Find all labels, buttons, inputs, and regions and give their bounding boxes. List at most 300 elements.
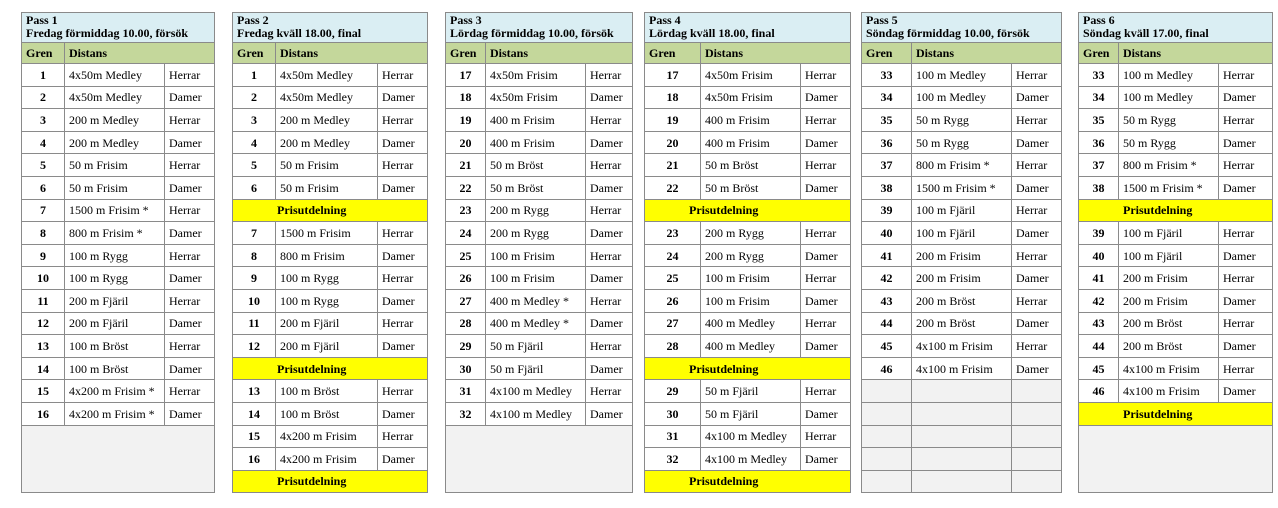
gren-number: 7 [233,222,276,245]
klass-cell: Herrar [801,154,851,177]
klass-cell: Damer [586,131,633,154]
event-row [233,402,428,425]
gren-number: 36 [1079,131,1119,154]
distans-cell: 200 m Rygg [701,244,801,267]
gren-number: 33 [1079,64,1119,87]
distans-cell: 100 m Frisim [701,267,801,290]
gren-header: Gren [22,43,65,64]
distans-cell: 400 m Frisim [486,131,586,154]
gren-number: 14 [22,357,65,380]
gren-number: 1 [233,64,276,87]
empty-row [862,402,1062,425]
distans-cell: 100 m Bröst [65,357,165,380]
distans-cell: 50 m Rygg [912,131,1012,154]
gren-number: 21 [446,154,486,177]
event-row [645,380,851,403]
gren-number: 36 [862,131,912,154]
distans-cell: 200 m Fjäril [276,335,378,358]
gren-number: 26 [645,289,701,312]
event-row [446,267,633,290]
gren-number: 46 [862,357,912,380]
gren-number: 34 [862,86,912,109]
pass-table [232,12,428,493]
gren-number: 28 [446,312,486,335]
pass-title: Pass 5 [866,13,898,27]
event-row [862,267,1062,290]
gren-number: 9 [22,244,65,267]
distans-cell: 50 m Rygg [1119,109,1219,132]
gren-number: 2 [22,86,65,109]
event-row [446,222,633,245]
distans-cell: 100 m Medley [912,64,1012,87]
blank-cell [22,425,215,492]
gren-number: 15 [233,425,276,448]
gren-number: 32 [645,448,701,471]
pass-subtitle: Lördag förmiddag 10.00, försök [450,26,614,40]
event-row [1079,154,1273,177]
gren-number: 44 [1079,335,1119,358]
klass-cell: Damer [1012,312,1062,335]
empty-cell [862,448,912,471]
gren-number: 39 [1079,222,1119,245]
klass-cell: Herrar [165,289,215,312]
distans-cell: 50 m Bröst [486,176,586,199]
distans-cell: 800 m Frisim * [65,222,165,245]
event-row [22,244,215,267]
gren-number: 41 [1079,267,1119,290]
event-row [862,176,1062,199]
column-header [233,43,428,64]
pass-title-cell [233,13,428,43]
klass-cell: Damer [165,86,215,109]
klass-cell: Damer [1219,131,1273,154]
gren-number: 8 [22,222,65,245]
event-row [645,402,851,425]
distans-cell: 100 m Frisim [701,289,801,312]
klass-cell: Damer [1219,244,1273,267]
klass-cell: Damer [586,86,633,109]
event-row [1079,176,1273,199]
gren-number: 27 [446,289,486,312]
distans-cell: 4x100 m Frisim [912,335,1012,358]
distans-cell: 4x200 m Frisim * [65,402,165,425]
gren-number: 7 [22,199,65,222]
klass-cell: Damer [586,176,633,199]
distans-cell: 200 m Bröst [912,289,1012,312]
event-row [22,380,215,403]
klass-cell: Herrar [378,425,428,448]
event-row [22,289,215,312]
klass-cell: Damer [1219,176,1273,199]
event-row [645,312,851,335]
distans-cell: 4x50m Frisim [486,86,586,109]
empty-cell [912,380,1012,403]
klass-cell: Damer [801,86,851,109]
event-row [22,222,215,245]
event-row [645,335,851,358]
distans-cell: 50 m Rygg [912,109,1012,132]
pass-title-cell [645,13,851,43]
pass-title: Pass 6 [1083,13,1115,27]
pass-table [1078,12,1273,493]
klass-cell: Damer [1012,267,1062,290]
event-row [22,86,215,109]
prisutdelning-label: Prisutdelning [233,470,428,493]
gren-number: 46 [1079,380,1119,403]
gren-number: 21 [645,154,701,177]
column-header [22,43,215,64]
distans-cell: 4x100 m Medley [701,425,801,448]
distans-cell: 4x50m Medley [65,64,165,87]
distans-cell: 50 m Frisim [276,176,378,199]
klass-cell: Herrar [378,109,428,132]
gren-number: 23 [645,222,701,245]
event-row [446,109,633,132]
gren-header: Gren [862,43,912,64]
klass-cell: Herrar [1219,312,1273,335]
prisutdelning-label: Prisutdelning [233,199,428,222]
gren-number: 5 [22,154,65,177]
gren-number: 40 [862,222,912,245]
gren-number: 9 [233,267,276,290]
event-row [1079,267,1273,290]
klass-cell: Damer [165,131,215,154]
pass-title-cell [446,13,633,43]
gren-number: 45 [1079,357,1119,380]
distans-cell: 200 m Frisim [912,267,1012,290]
klass-cell: Herrar [801,380,851,403]
distans-cell: 4x100 m Frisim [1119,357,1219,380]
distans-cell: 100 m Fjäril [912,222,1012,245]
event-row [22,176,215,199]
event-row [446,199,633,222]
klass-cell: Herrar [586,109,633,132]
klass-cell: Herrar [586,199,633,222]
pass-title: Pass 4 [649,13,681,27]
klass-cell: Herrar [1219,109,1273,132]
klass-cell: Damer [1012,86,1062,109]
klass-cell: Damer [378,244,428,267]
distans-cell: 200 m Bröst [1119,335,1219,358]
distans-cell: 1500 m Frisim * [65,199,165,222]
event-row [233,244,428,267]
gren-number: 2 [233,86,276,109]
klass-cell: Herrar [378,312,428,335]
event-row [862,335,1062,358]
klass-cell: Herrar [1012,244,1062,267]
klass-cell: Damer [1219,335,1273,358]
gren-number: 28 [645,335,701,358]
event-row [233,448,428,471]
klass-cell: Herrar [1012,64,1062,87]
klass-cell: Herrar [586,380,633,403]
klass-cell: Herrar [1219,222,1273,245]
distans-header: Distans [1119,43,1273,64]
pass-title: Pass 2 [237,13,269,27]
gren-number: 32 [446,402,486,425]
pass-subtitle: Söndag kväll 17.00, final [1083,26,1209,40]
distans-cell: 100 m Frisim [486,267,586,290]
pass-table [644,12,851,493]
gren-number: 1 [22,64,65,87]
event-row [446,154,633,177]
distans-cell: 4x100 m Medley [486,380,586,403]
pass-title-cell [22,13,215,43]
empty-row [862,470,1062,493]
klass-cell: Damer [165,176,215,199]
gren-number: 12 [22,312,65,335]
distans-cell: 4x100 m Medley [701,448,801,471]
distans-cell: 4x50m Medley [276,64,378,87]
gren-number: 29 [446,335,486,358]
distans-cell: 100 m Bröst [65,335,165,358]
gren-number: 17 [446,64,486,87]
gren-number: 16 [22,402,65,425]
distans-cell: 1500 m Frisim * [912,176,1012,199]
gren-number: 4 [22,131,65,154]
event-row [645,448,851,471]
pass-subtitle: Fredag förmiddag 10.00, försök [26,26,189,40]
prisutdelning-row [645,357,851,380]
gren-number: 31 [446,380,486,403]
klass-cell: Damer [165,357,215,380]
klass-cell: Herrar [801,64,851,87]
event-row [645,154,851,177]
event-row [645,222,851,245]
event-row [233,289,428,312]
distans-cell: 100 m Fjäril [1119,244,1219,267]
distans-cell: 200 m Medley [276,131,378,154]
blank-row [22,425,215,492]
klass-cell: Herrar [801,312,851,335]
distans-cell: 400 m Frisim [701,131,801,154]
event-row [446,380,633,403]
empty-cell [912,402,1012,425]
distans-cell: 1500 m Frisim * [1119,176,1219,199]
distans-cell: 100 m Medley [912,86,1012,109]
klass-cell: Herrar [801,109,851,132]
prisutdelning-label: Prisutdelning [645,470,851,493]
gren-number: 45 [862,335,912,358]
distans-cell: 200 m Fjäril [276,312,378,335]
distans-cell: 100 m Medley [1119,86,1219,109]
distans-cell: 50 m Bröst [701,154,801,177]
empty-cell [862,425,912,448]
klass-cell: Damer [801,176,851,199]
event-row [22,64,215,87]
klass-cell: Herrar [586,289,633,312]
prisutdelning-label: Prisutdelning [645,357,851,380]
klass-cell: Damer [165,267,215,290]
distans-header: Distans [912,43,1062,64]
distans-cell: 100 m Fjäril [1119,222,1219,245]
event-row [1079,64,1273,87]
gren-number: 22 [645,176,701,199]
event-row [645,244,851,267]
klass-cell: Herrar [1219,154,1273,177]
blank-cell [1079,425,1273,492]
gren-number: 38 [862,176,912,199]
klass-cell: Herrar [1219,64,1273,87]
distans-cell: 200 m Fjäril [65,289,165,312]
distans-cell: 400 m Medley [701,335,801,358]
event-row [645,86,851,109]
klass-cell: Damer [586,357,633,380]
distans-cell: 200 m Medley [65,109,165,132]
klass-cell: Damer [1219,289,1273,312]
gren-number: 24 [446,222,486,245]
empty-cell [862,470,912,493]
event-row [862,131,1062,154]
event-row [446,402,633,425]
distans-cell: 400 m Medley * [486,289,586,312]
klass-cell: Herrar [586,244,633,267]
klass-cell: Herrar [165,109,215,132]
event-row [1079,312,1273,335]
gren-number: 38 [1079,176,1119,199]
gren-number: 42 [862,267,912,290]
column-header [862,43,1062,64]
blank-row [446,425,633,492]
gren-number: 13 [22,335,65,358]
distans-cell: 4x200 m Frisim [276,425,378,448]
distans-cell: 100 m Frisim [486,244,586,267]
gren-number: 13 [233,380,276,403]
klass-cell: Damer [586,267,633,290]
event-row [22,335,215,358]
distans-cell: 4x50m Frisim [701,86,801,109]
gren-number: 6 [22,176,65,199]
gren-number: 44 [862,312,912,335]
gren-header: Gren [446,43,486,64]
pass-title: Pass 1 [26,13,58,27]
klass-cell: Damer [378,86,428,109]
event-row [862,222,1062,245]
distans-header: Distans [65,43,215,64]
klass-cell: Herrar [801,267,851,290]
klass-cell: Damer [1012,131,1062,154]
distans-cell: 400 m Medley [701,312,801,335]
distans-cell: 4x200 m Frisim [276,448,378,471]
empty-cell [912,425,1012,448]
klass-cell: Damer [1012,222,1062,245]
column-header [446,43,633,64]
klass-cell: Damer [1012,176,1062,199]
klass-cell: Damer [586,312,633,335]
event-row [446,176,633,199]
pass-header [862,13,1062,43]
empty-cell [1012,470,1062,493]
gren-number: 37 [1079,154,1119,177]
klass-cell: Herrar [378,267,428,290]
empty-cell [862,402,912,425]
event-row [862,312,1062,335]
distans-header: Distans [276,43,428,64]
distans-cell: 200 m Rygg [701,222,801,245]
klass-cell: Damer [1219,380,1273,403]
gren-number: 18 [645,86,701,109]
klass-cell: Herrar [378,154,428,177]
distans-cell: 200 m Frisim [912,244,1012,267]
gren-number: 15 [22,380,65,403]
pass-subtitle: Fredag kväll 18.00, final [237,26,362,40]
distans-cell: 50 m Frisim [65,176,165,199]
klass-cell: Herrar [1219,267,1273,290]
klass-cell: Herrar [1012,335,1062,358]
gren-number: 19 [645,109,701,132]
klass-cell: Damer [165,222,215,245]
blank-cell [446,425,633,492]
distans-cell: 200 m Rygg [486,199,586,222]
klass-cell: Damer [378,402,428,425]
distans-header: Distans [486,43,633,64]
event-row [645,425,851,448]
event-row [645,176,851,199]
gren-number: 11 [22,289,65,312]
event-row [645,267,851,290]
event-row [862,86,1062,109]
prisutdelning-row [233,357,428,380]
gren-number: 3 [22,109,65,132]
gren-number: 25 [645,267,701,290]
klass-cell: Damer [378,335,428,358]
klass-cell: Damer [801,289,851,312]
event-row [22,312,215,335]
event-row [233,335,428,358]
klass-cell: Damer [801,448,851,471]
klass-cell: Damer [801,335,851,358]
distans-cell: 4x50m Medley [65,86,165,109]
klass-cell: Damer [1012,357,1062,380]
pass-header [1079,13,1273,43]
event-row [862,64,1062,87]
empty-cell [1012,380,1062,403]
gren-header: Gren [1079,43,1119,64]
distans-cell: 50 m Fjäril [486,357,586,380]
klass-cell: Herrar [1012,154,1062,177]
distans-cell: 50 m Bröst [486,154,586,177]
gren-number: 18 [446,86,486,109]
distans-cell: 800 m Frisim * [912,154,1012,177]
event-row [446,244,633,267]
distans-cell: 800 m Frisim * [1119,154,1219,177]
gren-number: 6 [233,176,276,199]
klass-cell: Damer [801,402,851,425]
gren-number: 10 [22,267,65,290]
pass-table [445,12,633,493]
gren-number: 5 [233,154,276,177]
distans-cell: 400 m Frisim [701,109,801,132]
gren-number: 24 [645,244,701,267]
pass-title-cell [862,13,1062,43]
event-row [446,312,633,335]
empty-cell [912,470,1012,493]
gren-number: 4 [233,131,276,154]
event-row [233,176,428,199]
distans-cell: 50 m Bröst [701,176,801,199]
distans-cell: 200 m Fjäril [65,312,165,335]
klass-cell: Herrar [1012,289,1062,312]
pass-title: Pass 3 [450,13,482,27]
prisutdelning-row [1079,199,1273,222]
event-row [862,199,1062,222]
pass-header [645,13,851,43]
event-row [862,154,1062,177]
klass-cell: Herrar [801,425,851,448]
klass-cell: Herrar [165,380,215,403]
klass-cell: Herrar [586,154,633,177]
gren-number: 29 [645,380,701,403]
